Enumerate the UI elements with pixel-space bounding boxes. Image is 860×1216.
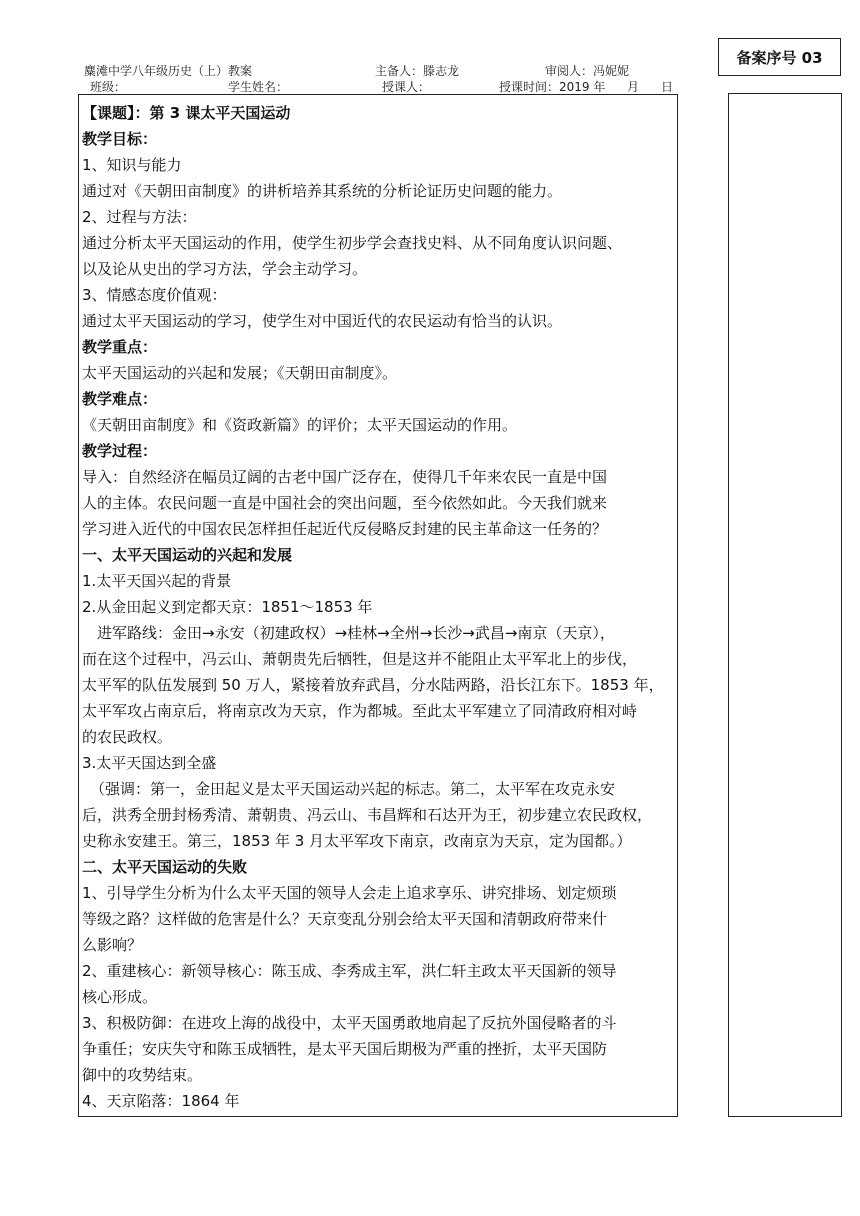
route-text: 太平军的队伍发展到 50 万人，紧接着放弃武昌，分水陆两路，沿长江东下。1853 年， xyxy=(82,676,664,694)
student-label: 学生姓名： xyxy=(228,80,289,94)
section2-text: 2、重建核心：新领导核心：陈玉成、李秀成主军，洪仁轩主政太平天国新的领导 xyxy=(82,962,617,980)
lesson-content xyxy=(82,100,676,1114)
class-label: 班级： xyxy=(90,80,127,94)
goal2-text: 通过分析太平天国运动的作用，使学生初步学会查找史料、从不同角度认识问题、 xyxy=(82,234,623,252)
goal3-text: 通过太平天国运动的学习，使学生对中国近代的农民运动有恰当的认识。 xyxy=(82,312,563,330)
goal2-heading: 2、过程与方法： xyxy=(82,208,197,226)
intro-text: 导入：自然经济在幅员辽阔的古老中国广泛存在，使得几千年来农民一直是中国 xyxy=(82,468,608,486)
section2-text: 3、积极防御：在进攻上海的战役中，太平天国勇敢地肩起了反抗外国侵略者的斗 xyxy=(82,1014,617,1032)
preparer: 主备人：滕志龙 xyxy=(375,64,460,78)
route-text: 进军路线：金田→永安（初建政权）→桂林→全州→长沙→武昌→南京（天京）， xyxy=(97,624,615,642)
emphasis-text: （强调：第一，金田起义是太平天国运动兴起的标志。第二，太平军在攻克永安 xyxy=(90,780,616,798)
topic-title: 第 3 课太平天国运动 xyxy=(149,104,291,122)
section2-text: 核心形成。 xyxy=(82,988,158,1006)
route-text: 的农民政权。 xyxy=(82,728,173,746)
day-label: 日 xyxy=(661,80,674,94)
section1-item: 2.从金田起义到定都天京：1851～1853 年 xyxy=(82,598,373,616)
month-label: 月 xyxy=(627,80,640,94)
section2-text: 4、天京陷落：1864 年 xyxy=(82,1092,240,1110)
intro-text: 人的主体。农民问题一直是中国社会的突出问题，至今依然如此。今天我们就来 xyxy=(82,494,608,512)
goal2-text: 以及论从史出的学习方法，学会主动学习。 xyxy=(82,260,368,278)
difficulty-heading: 教学难点： xyxy=(82,390,158,408)
teacher-label: 授课人： xyxy=(382,80,431,94)
lesson-topic xyxy=(82,100,676,126)
section2-text: 么影响？ xyxy=(82,936,143,954)
focus-heading: 教学重点： xyxy=(82,338,158,356)
record-number-box xyxy=(718,38,841,76)
focus-text: 太平天国运动的兴起和发展；《天朝田亩制度》。 xyxy=(82,364,398,382)
section1-heading: 一、太平天国运动的兴起和发展 xyxy=(82,546,293,564)
section2-text: 御中的攻势结束。 xyxy=(82,1066,203,1084)
reviewer: 审阅人：冯妮妮 xyxy=(545,64,630,78)
difficulty-text: 《天朝田亩制度》和《资政新篇》的评价；太平天国运动的作用。 xyxy=(82,416,518,434)
goals-heading: 教学目标： xyxy=(82,130,158,148)
emphasis-text: 后，洪秀全册封杨秀清、萧朝贵、冯云山、韦昌辉和石达开为王，初步建立农民政权， xyxy=(82,806,653,824)
goal1-heading: 1、知识与能力 xyxy=(82,156,182,174)
goal3-heading: 3、情感态度价值观： xyxy=(82,286,227,304)
emphasis-text: 史称永安建王。第三，1853 年 3 月太平军攻下南京，改南京为天京，定为国都。） xyxy=(82,832,632,850)
goal1-text: 通过对《天朝田亩制度》的讲析培养其系统的分析论证历史问题的能力。 xyxy=(82,182,563,200)
notes-column xyxy=(728,93,842,1117)
route-text: 而在这个过程中，冯云山、萧朝贵先后牺牲，但是这并不能阻止太平军北上的步伐， xyxy=(82,650,638,668)
topic-prefix: 【课题】： xyxy=(82,104,150,122)
route-text: 太平军攻占南京后，将南京改为天京，作为都城。至此太平军建立了同清政府相对峙 xyxy=(82,702,638,720)
section2-heading: 二、太平天国运动的失败 xyxy=(82,858,248,876)
school-title: 麋滩中学八年级历史（上）教案 xyxy=(84,64,253,78)
section2-text: 等级之路？这样做的危害是什么？天京变乱分别会给太平天国和清朝政府带来什 xyxy=(82,910,608,928)
section1-item: 3.太平天国达到全盛 xyxy=(82,754,217,772)
record-number: 备案序号 03 xyxy=(736,48,823,67)
process-heading: 教学过程： xyxy=(82,442,158,460)
section2-text: 1、引导学生分析为什么太平天国的领导人会走上追求享乐、讲究排场、划定烦琐 xyxy=(82,884,617,902)
class-field xyxy=(90,79,222,95)
intro-text: 学习进入近代的中国农民怎样担任起近代反侵略反封建的民主革命这一任务的？ xyxy=(82,520,608,538)
section2-text: 争重任；安庆失守和陈玉成牺牲，是太平天国后期极为严重的挫折，太平天国防 xyxy=(82,1040,608,1058)
time-label: 授课时间：2019 年 xyxy=(499,80,606,94)
student-field xyxy=(228,79,366,95)
section1-item: 1.太平天国兴起的背景 xyxy=(82,572,232,590)
